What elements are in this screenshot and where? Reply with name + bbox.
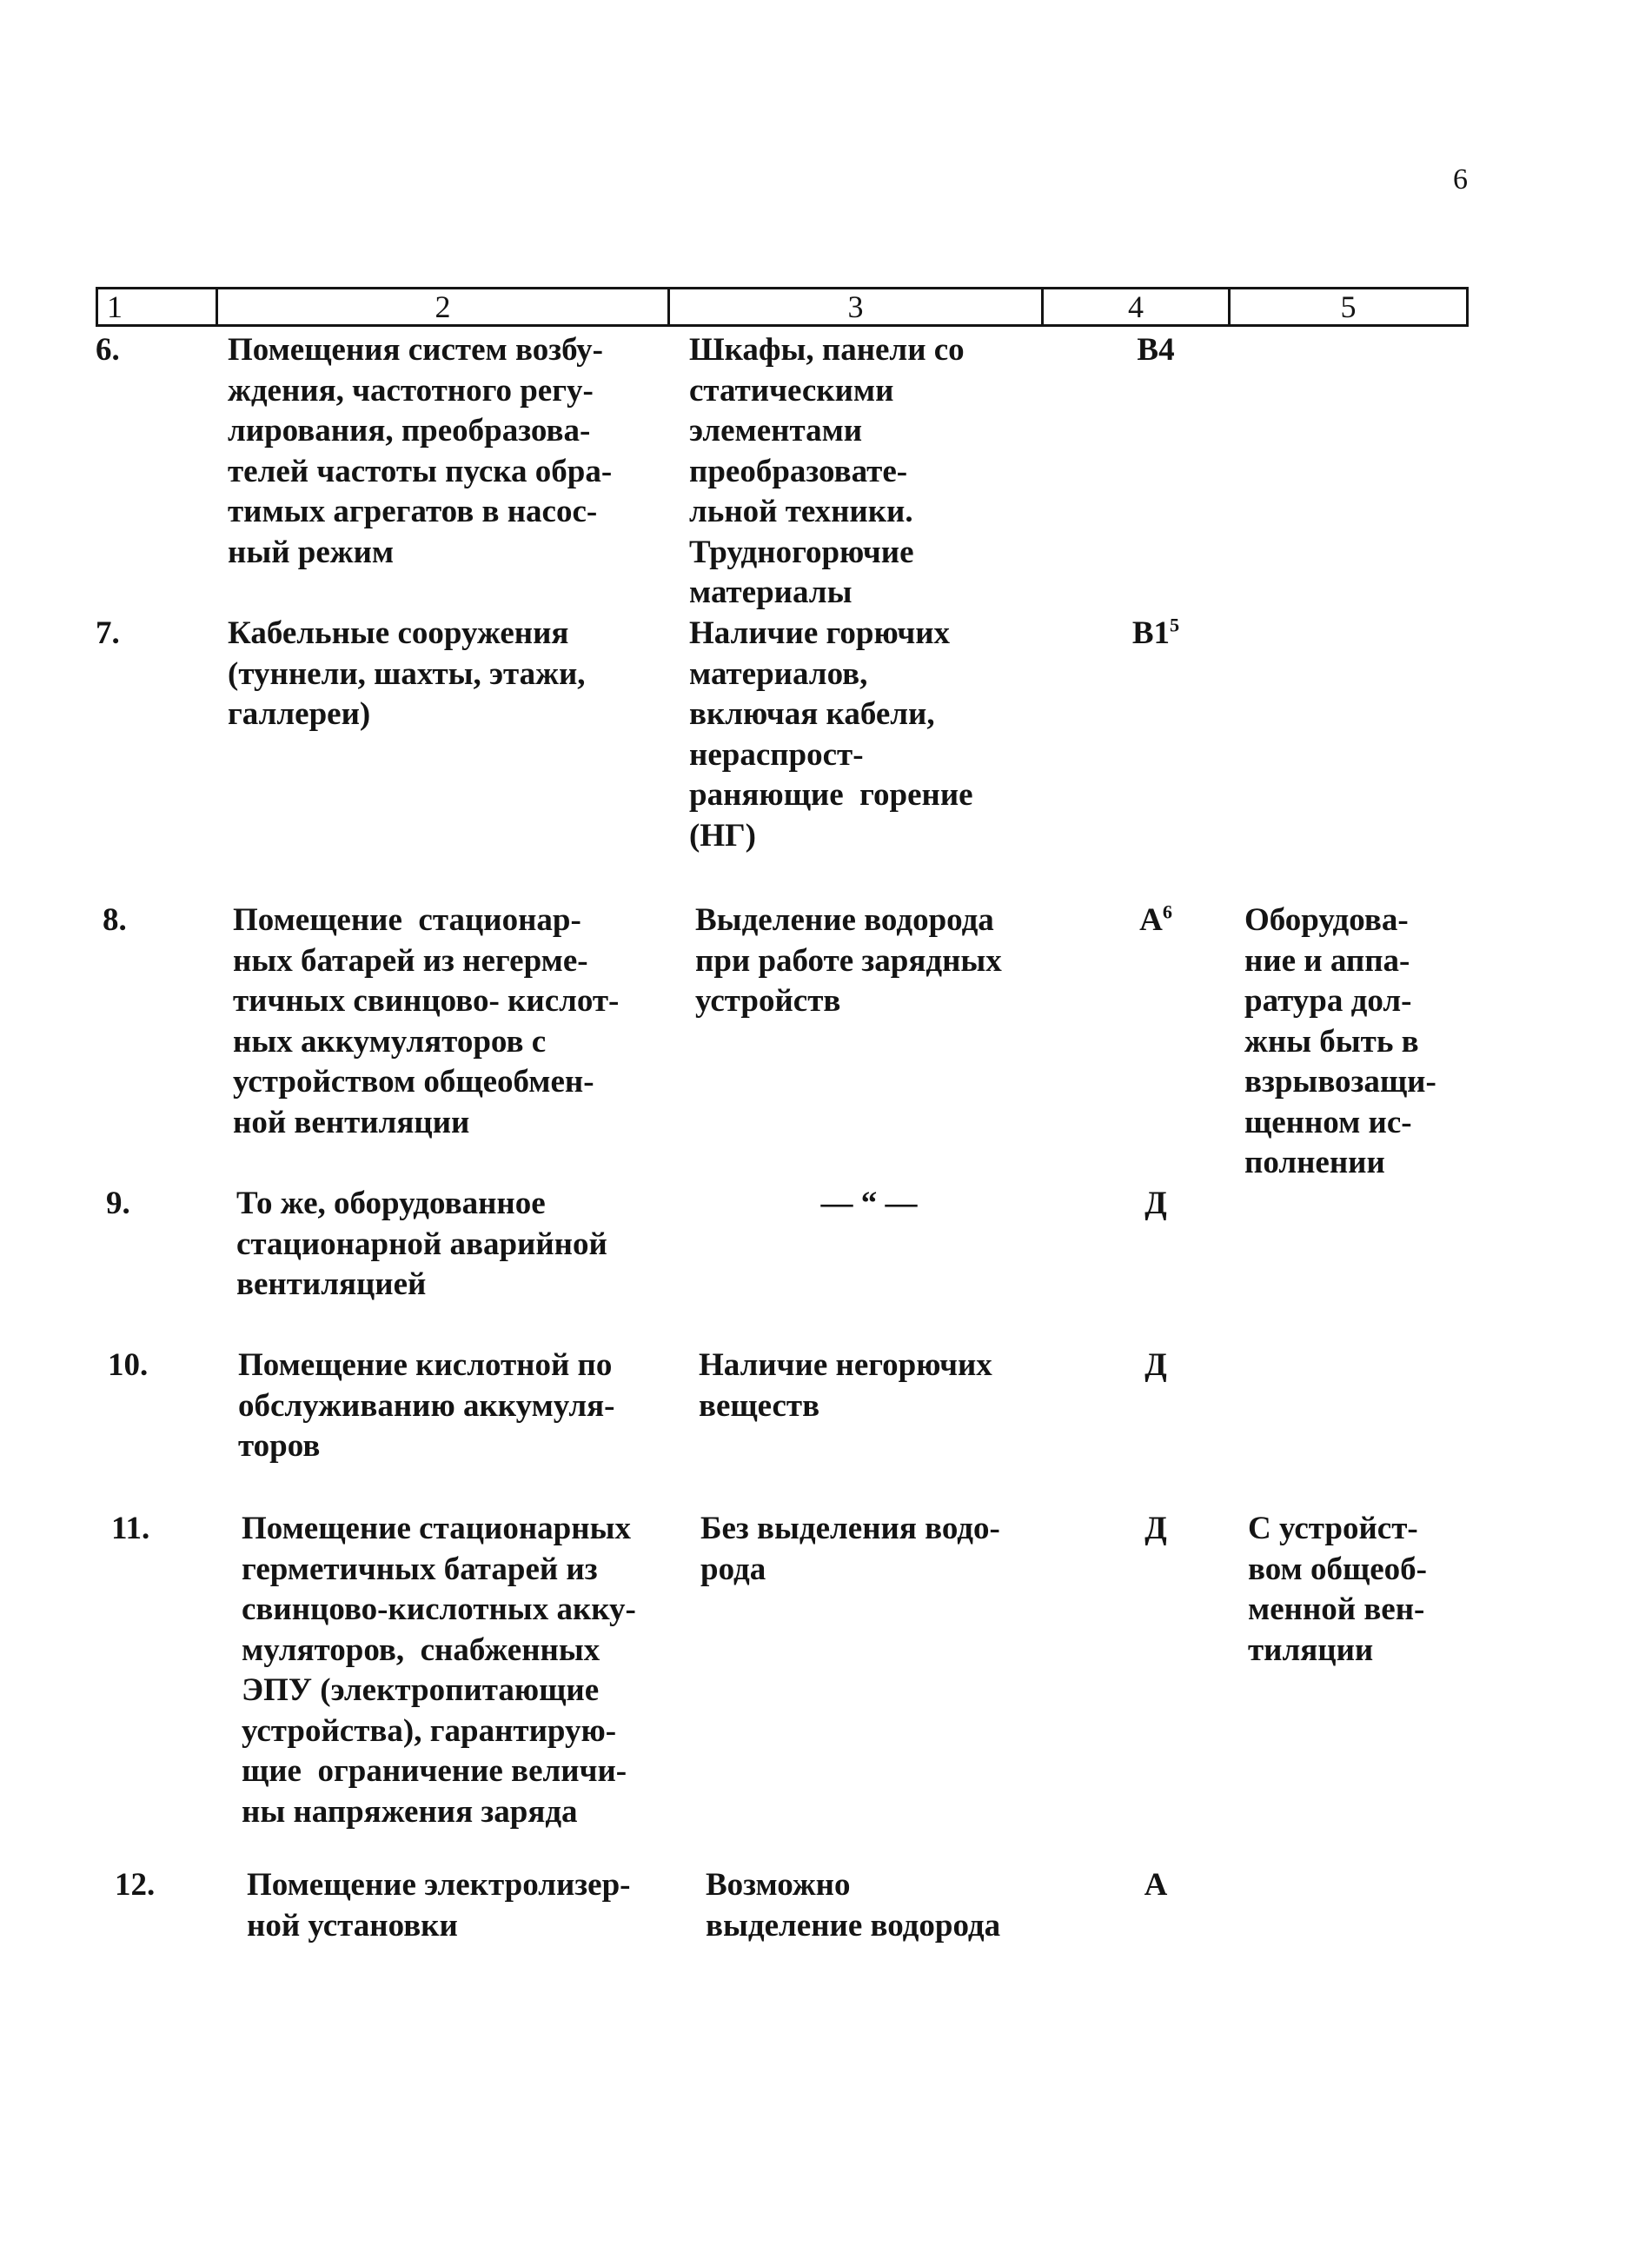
- row-number: 11.: [111, 1511, 150, 1546]
- category-value: Д: [1144, 1347, 1167, 1383]
- category-footnote: 5: [1170, 614, 1180, 636]
- category-cell: [1086, 330, 1225, 371]
- category-footnote: 6: [1162, 900, 1172, 923]
- category-cell: [1086, 614, 1225, 655]
- category-value: Д: [1144, 1511, 1167, 1546]
- category-value: А: [1139, 902, 1163, 938]
- category-value: В1: [1131, 615, 1171, 651]
- category-cell: [1086, 1865, 1225, 1906]
- category-cell: [1086, 1184, 1225, 1225]
- header-col-5: 5: [1228, 289, 1466, 324]
- substances-cell: Возможно выделение водорода: [706, 1867, 1001, 1944]
- row-number: 9.: [106, 1186, 130, 1221]
- row-number: 7.: [96, 615, 120, 651]
- header-col-2: 2: [216, 289, 667, 324]
- row-number: 8.: [103, 902, 127, 938]
- category-cell: [1086, 900, 1225, 941]
- substances-cell: Наличие горючих материалов, включая кабели, нераспрост- раняющие горение (НГ): [689, 615, 973, 854]
- category-value: Д: [1144, 1186, 1167, 1221]
- substances-cell: Шкафы, панели со статическими элементами преобразовате- льной техники. Трудногорючие материалы: [689, 332, 965, 610]
- room-cell: Помещение стационар- ных батарей из негерме- тичных свинцово- кислот- ных аккумуляторов с устройством общеобмен- ной вентиляции: [233, 902, 620, 1140]
- note-cell: С устройст- вом общеоб- менной вен- тиляции: [1248, 1511, 1427, 1668]
- substances-cell: Выделение водорода при работе зарядных устройств: [695, 902, 1002, 1019]
- room-cell: Помещения систем возбу- ждения, частотного регу- лирования, преобразова- телей частоты пуска обра- тимых агрегатов в насос- ный режим: [228, 332, 613, 570]
- header-col-4: 4: [1041, 289, 1228, 324]
- header-col-3: 3: [667, 289, 1041, 324]
- substances-cell: Без выделения водо- рода: [700, 1511, 1000, 1587]
- row-number: 12.: [115, 1867, 156, 1903]
- header-col-1: 1: [107, 289, 123, 324]
- room-cell: Кабельные сооружения (туннели, шахты, этажи, галлереи): [228, 615, 586, 732]
- room-cell: Помещение кислотной по обслуживанию аккумуля- торов: [238, 1347, 615, 1464]
- table-header: [96, 287, 1469, 327]
- category-value: А: [1144, 1867, 1168, 1903]
- category-cell: [1086, 1346, 1225, 1386]
- row-number: 10.: [108, 1347, 149, 1383]
- room-cell: Помещение стационарных герметичных батарей из свинцово-кислотных акку- муляторов, снабженных ЭПУ (электропитающие устройства), гарантирую- щие ограничение величи- ны напряжения заряда: [242, 1511, 636, 1830]
- category-cell: [1086, 1509, 1225, 1550]
- room-cell: То же, оборудованное стационарной аварийной вентиляцией: [236, 1186, 607, 1302]
- category-value: В4: [1137, 332, 1175, 368]
- substances-cell: — “ —: [820, 1186, 918, 1221]
- row-number: 6.: [96, 332, 120, 368]
- page-number: 6: [1453, 163, 1468, 196]
- room-cell: Помещение электролизер- ной установки: [247, 1867, 631, 1944]
- note-cell: Оборудова- ние и аппа- ратура дол- жны быть в взрывозащи- щенном ис- полнении: [1244, 902, 1436, 1180]
- substances-cell: Наличие негорючих веществ: [699, 1347, 992, 1424]
